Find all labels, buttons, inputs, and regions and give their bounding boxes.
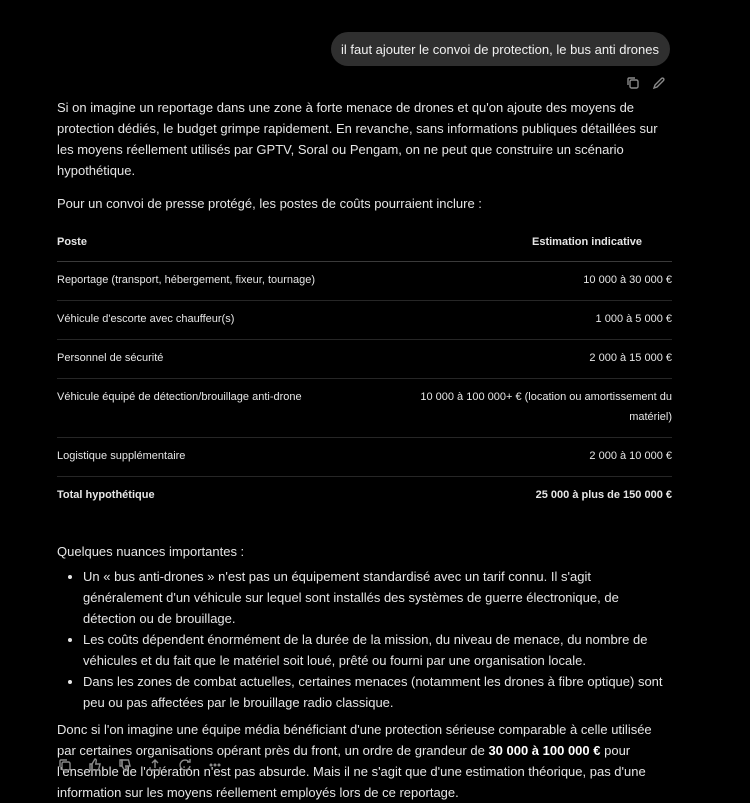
row-estimation: 1 000 à 5 000 € — [412, 301, 672, 340]
row-poste: Logistique supplémentaire — [57, 438, 412, 477]
row-poste: Personnel de sécurité — [57, 340, 412, 379]
conclusion-highlight: 30 000 à 100 000 € — [488, 743, 601, 758]
table-row — [57, 438, 672, 477]
row-poste: Véhicule d'escorte avec chauffeur(s) — [57, 301, 412, 340]
header-poste: Poste — [57, 226, 412, 262]
list-item: • Les coûts dépendent énormément de la durée de la mission, du niveau de menace, du nombre de véhicules et du fait que le matériel soit loué, prêté ou fourni par une organisation locale. — [83, 629, 672, 671]
share-icon[interactable] — [147, 757, 163, 773]
user-message-actions — [625, 75, 667, 91]
regenerate-icon[interactable] — [177, 757, 193, 773]
table-row — [57, 262, 672, 301]
table-header-row — [57, 226, 672, 262]
user-message-text: il faut ajouter le convoi de protection, le bus anti drones — [341, 41, 659, 57]
row-estimation: 10 000 à 30 000 € — [412, 262, 672, 301]
edit-icon[interactable] — [651, 75, 667, 91]
list-item: • Dans les zones de combat actuelles, certaines menaces (notamment les drones à fibre optique) sont peu ou pas affectées par le brouillage radio classique. — [83, 671, 672, 713]
nuances-list — [57, 566, 672, 713]
cost-table — [57, 226, 672, 515]
more-icon[interactable] — [207, 757, 223, 773]
thumbs-down-icon[interactable] — [117, 757, 133, 773]
response-lead: Pour un convoi de presse protégé, les postes de coûts pourraient inclure : — [57, 196, 482, 211]
row-estimation: 2 000 à 15 000 € — [412, 340, 672, 379]
table-total-row — [57, 477, 672, 516]
response-intro: Si on imagine un reportage dans une zone à forte menace de drones et qu'on ajoute des moyens de protection dédiés, le budget grimpe rapidement. En revanche, sans informations publiques détaillées sur les moyens réellement utilisés par GPTV, Soral ou Pengam, on ne peut que construire un scénario hypothétique. — [57, 100, 658, 178]
row-poste: Reportage (transport, hébergement, fixeur, tournage) — [57, 262, 412, 301]
table-row — [57, 301, 672, 340]
conclusion-text-post: pour l'ensemble de l'opération n'est pas absurde. Mais il ne s'agit que d'une estimation théorique, pas d'une information sur les moyens réellement employés lors de ce reportage. — [57, 743, 646, 800]
table-row — [57, 340, 672, 379]
total-poste: Total hypothétique — [57, 489, 155, 501]
user-message-bubble — [331, 32, 670, 66]
nuances-title: Quelques nuances importantes : — [57, 544, 245, 559]
row-estimation: 10 000 à 100 000+ € (location ou amortissement du matériel) — [412, 379, 672, 438]
thumbs-up-icon[interactable] — [87, 757, 103, 773]
conclusion-text-pre: Donc si l'on imagine une équipe média bénéficiant d'une protection sérieuse comparable à celle utilisée par certaines organisations opérant près du front, un ordre de grandeur de — [57, 722, 652, 758]
copy-icon[interactable] — [625, 75, 641, 91]
response-actions — [57, 757, 223, 773]
copy-icon[interactable] — [57, 757, 73, 773]
table-row — [57, 379, 672, 438]
total-estimation: 25 000 à plus de 150 000 € — [535, 489, 672, 501]
assistant-response — [57, 97, 672, 803]
row-estimation: 2 000 à 10 000 € — [412, 438, 672, 477]
row-poste: Véhicule équipé de détection/brouillage anti-drone — [57, 379, 412, 438]
header-estimation: Estimation indicative — [412, 226, 672, 262]
list-item: • Un « bus anti-drones » n'est pas un équipement standardisé avec un tarif connu. Il s'agit généralement d'un véhicule sur lequel sont installés des systèmes de guerre électronique, de détection ou de brouillage. — [83, 566, 672, 629]
